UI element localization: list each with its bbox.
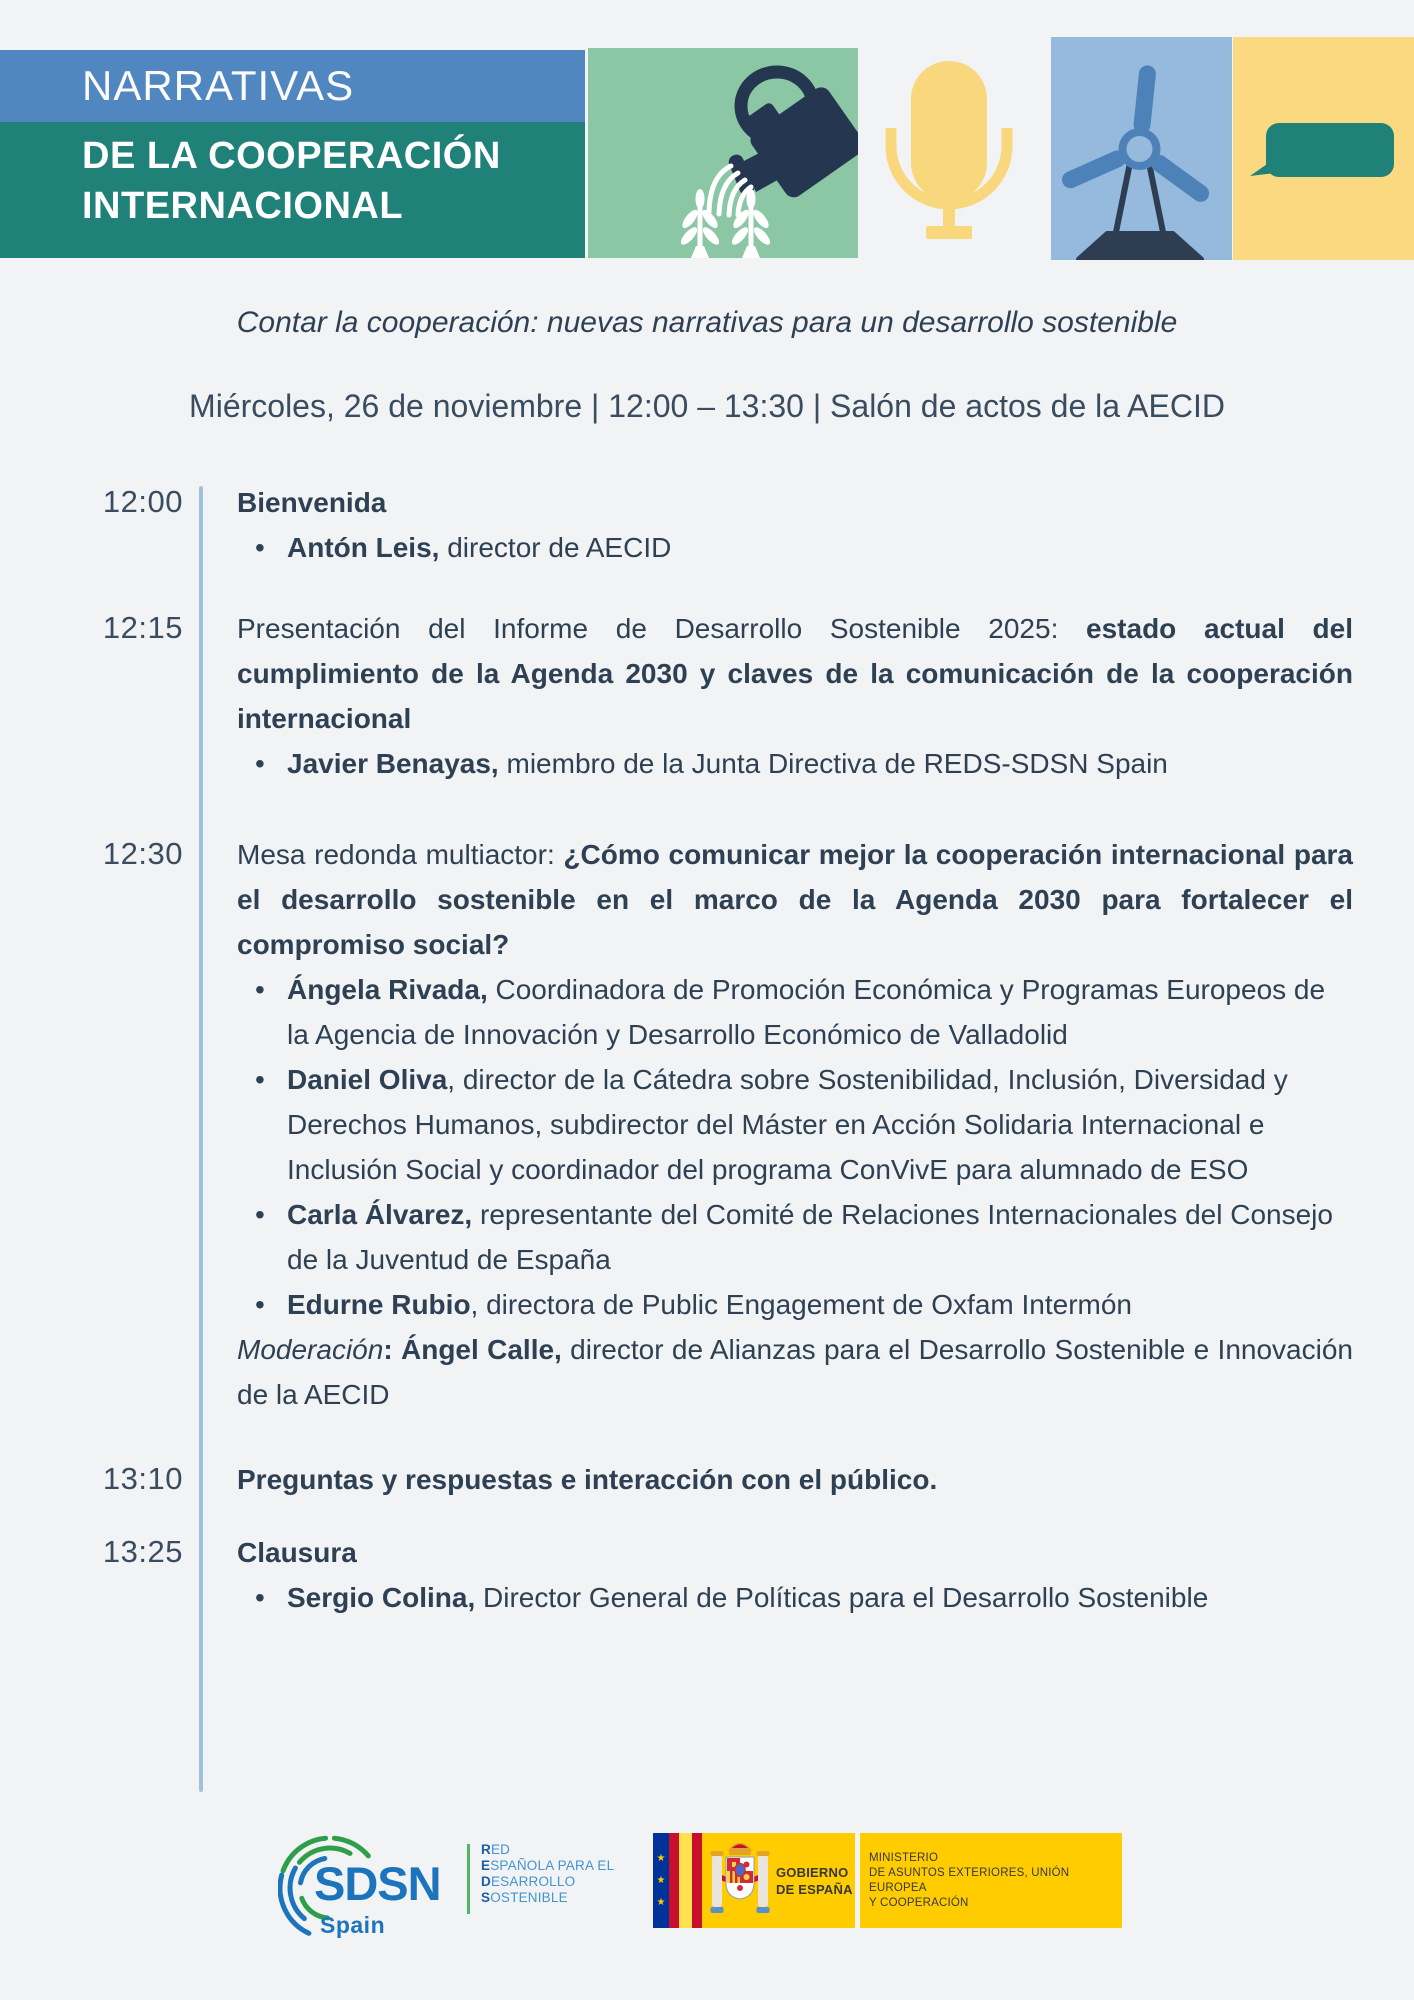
speaker-role: , director de la Cátedra sobre Sostenibilidad, Inclusión, Diversidad y Derechos Humanos, subdirector del Máster en Acción Solidaria Internacional e Inclusión Social y coordinador del programa ConVivE para alumnado de ESO	[287, 1064, 1288, 1185]
wind-turbine-icon	[1051, 37, 1232, 260]
speaker-list	[237, 525, 1353, 570]
star-icon: ★	[656, 1896, 666, 1908]
agenda-item-1230	[0, 832, 1414, 1417]
agenda-item-1200	[0, 480, 1414, 570]
sdsn-logo-country: Spain	[320, 1912, 386, 1938]
speech-bubble-icon	[1233, 37, 1414, 260]
moderator-role: director de Alianzas para el Desarrollo Sostenible e Innovación de la AECID	[237, 1334, 1353, 1410]
government-label: GOBIERNO DE ESPAÑA	[776, 1864, 853, 1897]
agenda-title: Presentación del Informe de Desarrollo Sostenible 2025: estado actual del cumplimiento de la Agenda 2030 y claves de la comunicación de la cooperación internacional	[237, 613, 1354, 734]
speaker-name: Daniel Oliva	[287, 1064, 448, 1095]
agenda-title: Bienvenida	[237, 487, 387, 518]
speaker-name: Ángela Rivada,	[287, 974, 488, 1005]
microphone-icon	[858, 48, 1051, 260]
speaker-list	[237, 1575, 1353, 1620]
event-title-line2: DE LA COOPERACIÓN	[82, 135, 501, 177]
microphone-tile	[858, 48, 1051, 260]
speaker-name: Carla Álvarez,	[287, 1199, 473, 1230]
star-icon: ★	[656, 1874, 666, 1886]
watering-can-icon	[588, 48, 858, 258]
agenda-item-1325	[0, 1530, 1414, 1620]
speaker-role: miembro de la Junta Directiva de REDS-SDSN Spain	[498, 748, 1168, 779]
speaker-name: Sergio Colina,	[287, 1582, 476, 1613]
star-icon: ★	[656, 1852, 666, 1864]
speaker-name: Antón Leis,	[287, 532, 440, 563]
speaker-item	[237, 967, 1353, 1057]
wind-turbine-tile	[1051, 37, 1232, 260]
ministry-label: MINISTERIO DE ASUNTOS EXTERIORES, UNIÓN EUROPEA Y COOPERACIÓN	[860, 1833, 1122, 1928]
event-subtitle: Contar la cooperación: nuevas narrativas para un desarrollo sostenible	[236, 306, 1178, 339]
title-band-primary	[0, 50, 585, 122]
spain-flag-stripe	[679, 1833, 692, 1928]
agenda-title: Clausura	[237, 1537, 357, 1568]
plant-icon	[678, 189, 772, 258]
spain-flag-stripe	[692, 1833, 702, 1928]
speaker-role: , directora de Public Engagement de Oxfam Intermón	[470, 1289, 1133, 1320]
speaker-name: Javier Benayas,	[287, 748, 499, 779]
moderation-note	[237, 1327, 1353, 1417]
agenda-title: Mesa redonda multiactor: ¿Cómo comunicar mejor la cooperación internacional para el desarrollo sostenible en el marco de la Agenda 2030 para fortalecer el compromiso social?	[237, 839, 1353, 960]
speaker-item	[237, 1057, 1353, 1192]
moderator-name: : Ángel Calle,	[383, 1334, 562, 1365]
footer	[0, 1828, 1414, 2000]
agenda-time: 12:15	[102, 610, 183, 645]
speaker-item	[237, 1575, 1353, 1620]
speaker-role: representante del Comité de Relaciones Internacionales del Consejo de la Juventud de España	[287, 1199, 1333, 1275]
timeline-rule	[199, 486, 203, 1792]
agenda-time: 13:10	[102, 1461, 183, 1496]
agenda-item-1215	[0, 606, 1414, 786]
speech-bubble-tile	[1233, 37, 1414, 260]
spain-flag-stripe	[669, 1833, 679, 1928]
agenda-time: 13:25	[102, 1534, 183, 1569]
sdsn-tagline: RED ESPAÑOLA PARA EL DESARROLLO SOSTENIBLE	[481, 1842, 615, 1905]
speaker-list	[237, 741, 1353, 786]
sdsn-logo-acronym: SDSN	[314, 1857, 441, 1910]
title-band-secondary	[0, 122, 585, 258]
sdsn-logo-divider	[467, 1844, 470, 1914]
agenda-time: 12:00	[102, 484, 183, 519]
speaker-item	[237, 741, 1353, 786]
government-logo	[653, 1833, 1113, 1928]
speaker-name: Edurne Rubio	[287, 1289, 471, 1320]
moderation-label: Moderación	[237, 1334, 384, 1365]
event-title-line3: INTERNACIONAL	[82, 185, 404, 227]
event-title-line1: NARRATIVAS	[82, 62, 355, 109]
agenda-title: Preguntas y respuestas e interacción con el público.	[237, 1464, 938, 1495]
session-info: Miércoles, 26 de noviembre | 12:00 – 13:30 | Salón de actos de la AECID	[189, 388, 1225, 424]
speaker-item	[237, 525, 1353, 570]
agenda-time: 12:30	[102, 836, 183, 871]
speaker-item	[237, 1282, 1353, 1327]
spain-coat-of-arms-icon	[708, 1841, 772, 1919]
agenda-item-1310	[0, 1457, 1414, 1502]
speaker-role: director de AECID	[439, 532, 672, 563]
watering-can-tile	[588, 48, 858, 258]
speaker-item	[237, 1192, 1353, 1282]
speaker-list	[237, 967, 1353, 1327]
eu-flag-strip	[653, 1833, 669, 1928]
speaker-role: Coordinadora de Promoción Económica y Programas Europeos de la Agencia de Innovación y Desarrollo Económico de Valladolid	[287, 974, 1326, 1050]
speaker-role: Director General de Políticas para el Desarrollo Sostenible	[475, 1582, 1209, 1613]
agenda	[0, 480, 1414, 1620]
